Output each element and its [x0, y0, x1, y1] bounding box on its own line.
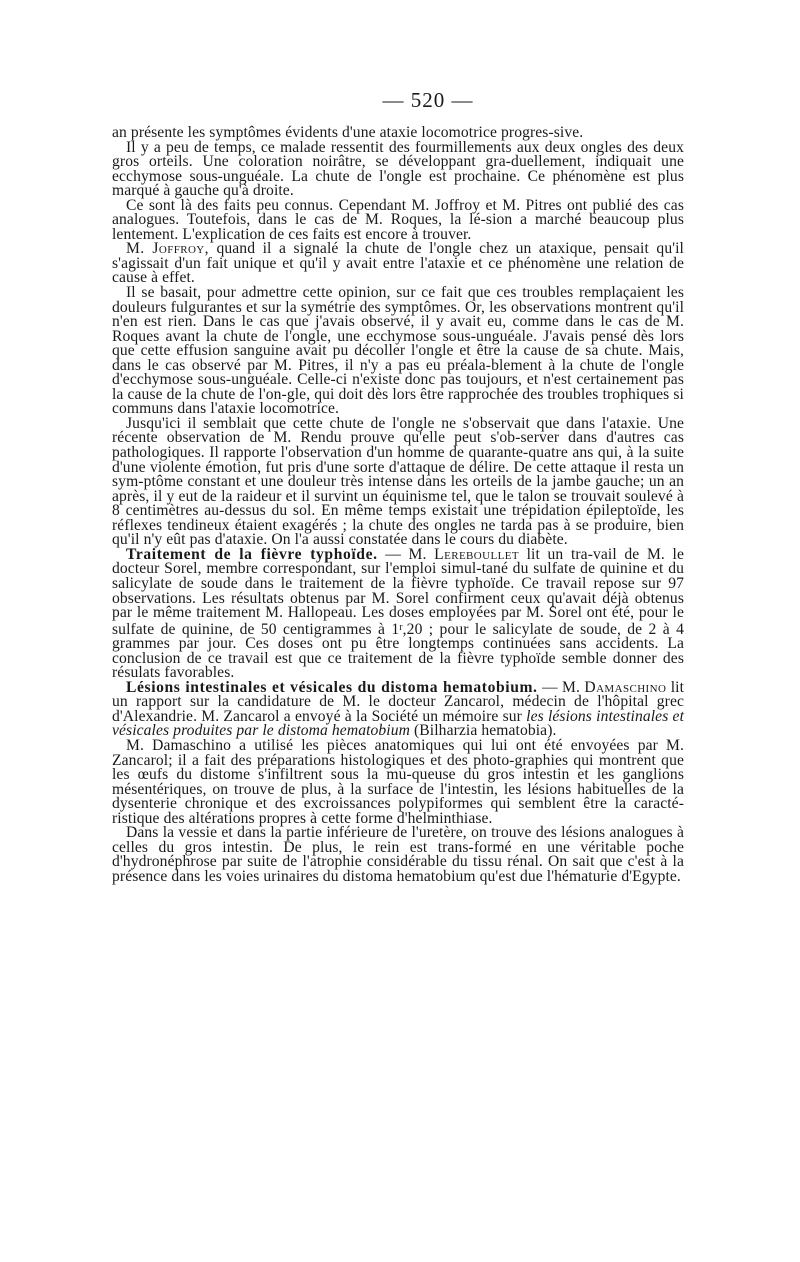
section-dash: — M.: [377, 545, 435, 563]
page-number: — 520 —: [382, 88, 474, 112]
paragraph-4: [112, 242, 684, 286]
author-damaschino: Damaschino: [584, 678, 667, 696]
paragraph-1: an présente les symptômes évidents d'une ataxie locomotrice progres-sive.: [112, 124, 584, 141]
superscript-r: r: [399, 621, 403, 633]
paragraph-8: Dans la vessie et dans la partie inférieure de l'uretère, on trouve des lésions analogues à celles du gros intestin. De plus, le rein est trans-formé en une véritable poche d'hydronéphrose par suite de l'atrophie considérable du tissu rénal. On sait que c'est à la présence dans les voies urinaires du distoma hematobium qu'est due l'hématurie d'Egypte.: [112, 824, 684, 885]
section-distoma: [112, 678, 685, 740]
section-dash: — M.: [537, 678, 585, 696]
section-typhoid-text-a: lit un tra-vail de M. le docteur Sorel, membre correspondant, sur l'emploi simul-tané du sulfate de quinine et du salicylate de soude dans le traitement de la fièvre typhoïde. Ce travail repose sur 97 observations. Les résultats obtenus par M. Sorel confirment ceux qu'avait déjà obtenus par le même traitement M. Hallopeau. Les doses employées par M. Sorel ont été, pour le sulfate de quinine, de 50 centigrammes à 1: [112, 545, 685, 638]
author-joffroy: M. Joffroy,: [126, 240, 209, 258]
section-distoma-text-b: (Bilharzia hematobia).: [410, 722, 557, 740]
paragraph-4-text: quand il a signalé la chute de l'ongle chez un ataxique, pensait qu'il s'agissait d'un fait unique et qu'il y avait entre l'ataxie et ce phénomène une relation de cause à effet.: [112, 240, 684, 287]
section-typhoid: [112, 545, 685, 682]
paragraph-3: Ce sont là des faits peu connus. Cependant M. Joffroy et M. Pitres ont publié des cas analogues. Toutefois, dans le cas de M. Roques, la lé-sion a marché beaucoup plus lentement. L'explication de ces faits est encore à trouver.: [112, 196, 684, 243]
document-page: [112, 88, 684, 884]
section-title-typhoid: Traitement de la fièvre typhoïde.: [126, 545, 378, 563]
section-distoma-text-a: lit un rapport sur la candidature de M. le docteur Zancarol, médecin de l'hôpital grec d'Alexandrie. M. Zancarol a envoyé à la Société un mémoire sur: [112, 678, 685, 725]
author-lereboullet: Lereboullet: [434, 545, 519, 563]
paragraph-2: Il y a peu de temps, ce malade ressentit des fourmillements aux deux ongles des deux gros orteils. Une coloration noirâtre, se développant gra-duellement, indiquait une ecchymose sous-unguéale. La chute de l'ongle est prochaine. Ce phénomène est plus marqué à gauche qu'à droite.: [112, 138, 684, 200]
paragraph-5: Il se basait, pour admettre cette opinion, sur ce fait que ces troubles remplaçaient les douleurs fulgurantes et sur la symétrie des symptômes. Or, les observations montrent qu'il n'en est rien. Dans le cas que j'avais observé, il y avait eu, comme dans le cas de M. Roques avant la chute de l'ongle, une ecchymose sous-unguéale. J'avais pensé dès lors que cette effusion sanguine avait pu décoller l'ongle et être la cause de sa chute. Mais, dans le cas observé par M. Pitres, il n'y a pas eu préala-blement à la chute de l'ongle d'ecchymose sous-unguéale. Celle-ci n'existe donc pas toujours, et n'est certainement pas la cause de la chute de l'on-gle, qui doit dès lors être rapprochée des troubles trophiques si communs dans l'ataxie locomotrice.: [112, 284, 684, 418]
memoir-title: les lésions intestinales et vésicales produites par le distoma hematobium: [112, 707, 684, 740]
section-typhoid-text-b: ,20 ; pour le salicylate de soude, de 2 à 4 grammes par jour. Ces doses ont pu être longtemps continuées sans accidents. La conclusion de ce travail est que ce traitement de la fièvre typhoïde semble donner des résulats favorables.: [112, 620, 684, 682]
section-title-distoma: Lésions intestinales et vésicales du distoma hematobium.: [126, 678, 538, 696]
paragraph-7: M. Damaschino a utilisé les pièces anatomiques qui lui ont été envoyées par M. Zancarol; il a fait des préparations histologiques et des photo-graphies qui montrent que les œufs du distome s'infiltrent sous la mu-queuse du gros intestin et les ganglions mésentériques, on trouve de plus, à la surface de l'intestin, les lésions habituelles de la dysenterie chronique et des excroissances polypiformes qui semblent être la caracté-ristique des altérations propres à cette forme d'helminthiase.: [112, 736, 684, 827]
paragraph-6: Jusqu'ici il semblait que cette chute de l'ongle ne s'observait que dans l'ataxie. Une récente observation de M. Rendu prouve qu'elle peut s'ob-server dans d'autres cas pathologiques. Il rapporte l'observation d'un homme de quarante-quatre ans qui, à la suite d'une violente émotion, fut pris d'une sorte d'attaque de délire. De cette attaque il resta un sym-ptôme constant et une douleur très intense dans les orteils de la jambe gauche; un an après, il y eut de la raideur et il survint un équinisme tel, que le talon se trouvait soulevé à 8 centimètres au-dessus du sol. En même temps existait une trépidation épileptoïde, les réflexes tendineux étaient exagérés ; la chute des ongles ne tarda pas à se produire, bien qu'il n'y eût pas d'ataxie. On l'a aussi constatée dans le cours du diabète.: [112, 414, 684, 549]
